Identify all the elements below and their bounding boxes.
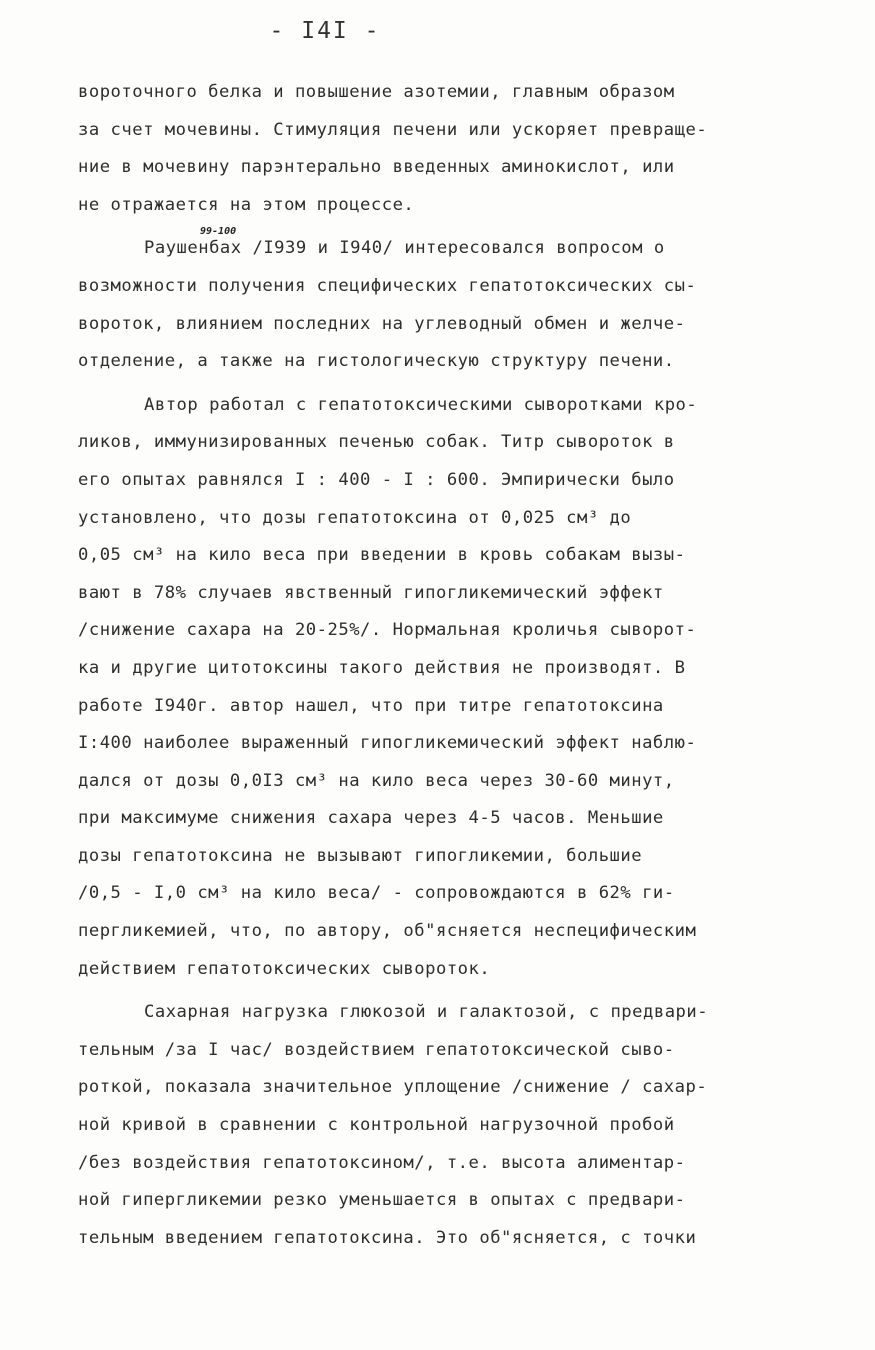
footnote-reference: 99-100 bbox=[200, 226, 237, 237]
text-line: тельным /за I час/ воздействием гепатотоксической сыво- bbox=[78, 1039, 675, 1060]
paragraph-start-line: Автор работал с гепатотоксическими сыворотками кро- bbox=[144, 394, 698, 415]
text-line: 0,05 см³ на кило веса при введении в кровь собакам вызы- bbox=[78, 545, 686, 566]
text-line: действием гепатотоксических сывороток. bbox=[78, 958, 491, 979]
text-line: отделение, а также на гистологическую структуру печени. bbox=[78, 351, 675, 372]
text-line: возможности получения специфических гепатотоксических сы- bbox=[78, 275, 697, 296]
text-line: вороток, влиянием последних на углеводный обмен и желче- bbox=[78, 313, 686, 334]
text-line: ной гипергликемии резко уменьшается в опытах с предвари- bbox=[78, 1190, 686, 1211]
text-line: /без воздействия гепатотоксином/, т.е. высота алиментар- bbox=[78, 1152, 686, 1173]
text-line: /снижение сахара на 20-25%/. Нормальная кроличья сыворот- bbox=[78, 620, 697, 641]
text-line: тельным введением гепатотоксина. Это об"ясняется, с точки bbox=[78, 1227, 697, 1248]
text-line: дозы гепатотоксина не вызывают гипогликемии, большие bbox=[78, 845, 643, 866]
text-line: вают в 78% случаев явственный гипогликемический эффект bbox=[78, 582, 664, 603]
text-line: при максимуме снижения сахара через 4-5 часов. Меньшие bbox=[78, 808, 664, 829]
text-line: за счет мочевины. Стимуляция печени или ускоряет превраще- bbox=[78, 119, 708, 140]
text-line: ние в мочевину парэнтерально введенных аминокислот, или bbox=[78, 157, 675, 178]
text-line: /0,5 - I,0 см³ на кило веса/ - сопровождаются в 62% ги- bbox=[78, 883, 675, 904]
text-line: работе I940г. автор нашел, что при титре гепатотоксина bbox=[78, 695, 664, 716]
text-line: не отражается на этом процессе. bbox=[78, 194, 415, 215]
text-line: ка и другие цитотоксины такого действия не производят. В bbox=[78, 657, 686, 678]
text-line: установлено, что дозы гепатотоксина от 0,025 см³ до bbox=[78, 507, 632, 528]
text-line: ликов, иммунизированных печенью собак. Титр сывороток в bbox=[78, 432, 675, 453]
text-line: ной кривой в сравнении с контрольной нагрузочной пробой bbox=[78, 1115, 675, 1136]
text-line: пергликемией, что, по автору, об"ясняется неспецифическим bbox=[78, 921, 697, 942]
text-line: дался от дозы 0,0I3 см³ на кило веса через 30-60 минут, bbox=[78, 770, 675, 791]
text-line: I:400 наиболее выраженный гипогликемический эффект наблю- bbox=[78, 733, 697, 754]
text-body bbox=[78, 74, 798, 1257]
text-line: роткой, показала значительное уплощение /снижение / сахар- bbox=[78, 1077, 708, 1098]
paragraph-start-line: Раушенбах /I939 и I940/ интересовался вопросом о bbox=[144, 238, 665, 259]
text-line: его опытах равнялся I : 400 - I : 600. Эмпирически было bbox=[78, 469, 675, 490]
page-number: - I4I - bbox=[269, 18, 381, 44]
paragraph-start-line: Сахарная нагрузка глюкозой и галактозой, с предвари- bbox=[144, 1002, 709, 1023]
text-line: вороточного белка и повышение азотемии, главным образом bbox=[78, 82, 675, 102]
